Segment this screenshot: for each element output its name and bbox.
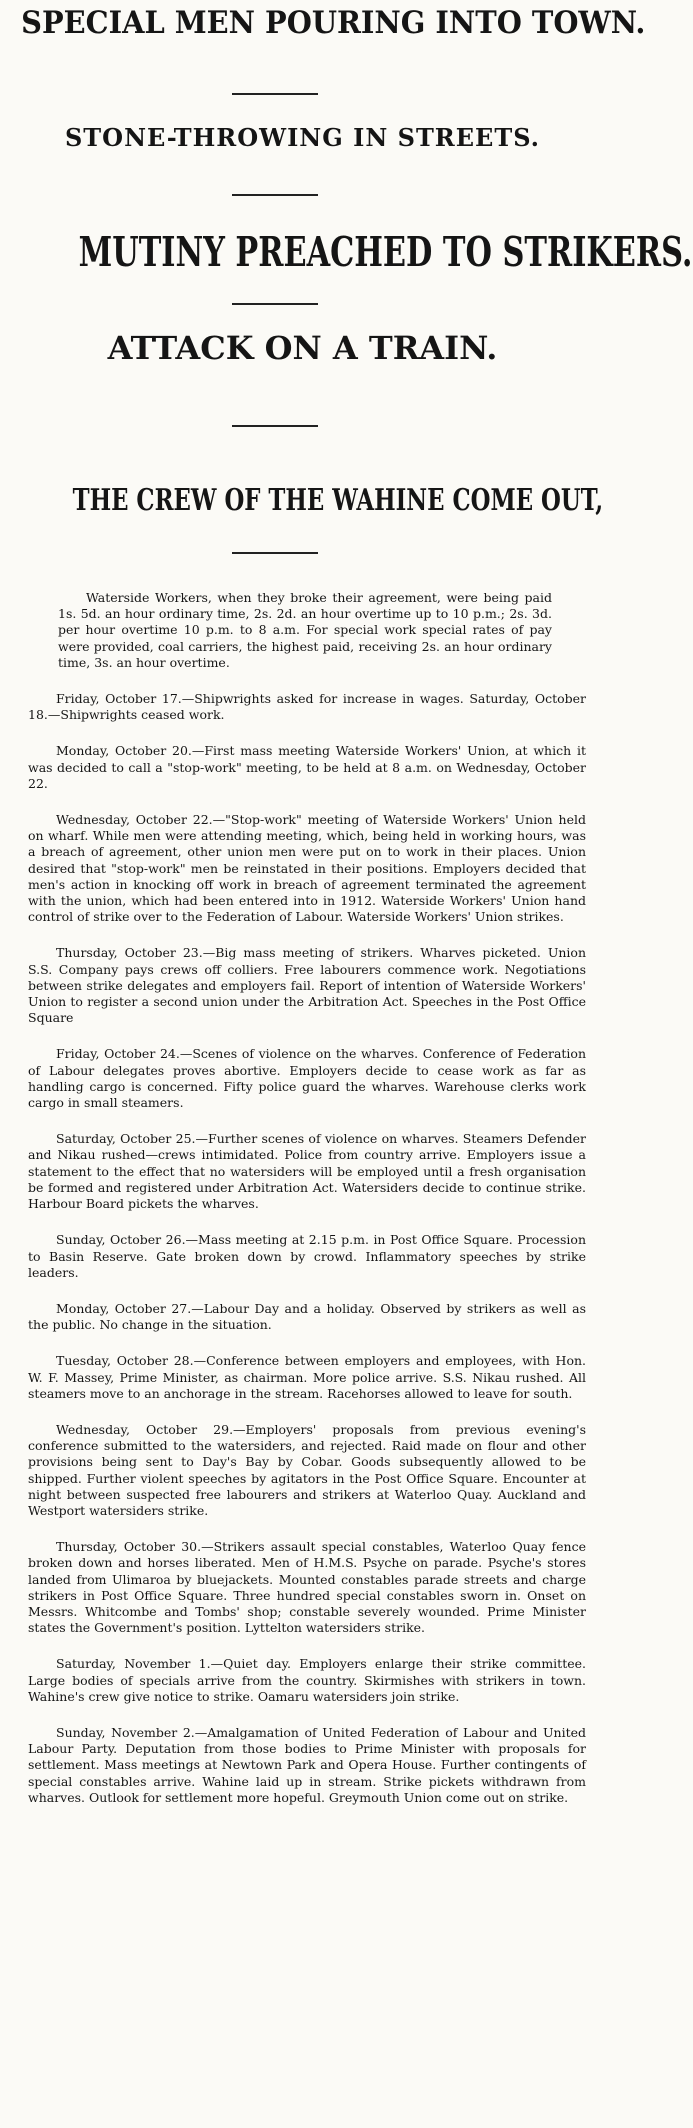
chronology-entry: Friday, October 17.—Shipwrights asked for increase in wages. Saturday, October 18.—Shipwrights ceased work.	[28, 691, 586, 723]
chronology-entry: Thursday, October 23.—Big mass meeting of strikers. Wharves picketed. Union S.S. Company pays crews off colliers. Free labourers commence work. Negotiations between strike delegates and employers fail. Report of intention of Waterside Workers' Union to register a second union under the Arbitration Act. Speeches in the Post Office Square	[28, 945, 586, 1026]
headline-attack-train	[0, 329, 605, 367]
headline-mutiny	[0, 228, 693, 276]
divider-rule	[232, 303, 318, 305]
strike-chronology	[28, 590, 586, 1826]
chronology-entry: Sunday, October 26.—Mass meeting at 2.15 p.m. in Post Office Square. Procession to Basin Reserve. Gate broken down by crowd. Inflammatory speeches by strike leaders.	[28, 1232, 586, 1280]
divider-rule	[232, 425, 318, 427]
chronology-entry: Saturday, October 25.—Further scenes of violence on wharves. Steamers Defender and Nikau rushed—crews intimidated. Police from country arrive. Employers issue a statement to the effect that no watersiders will be employed until a fresh organisation be formed and registered under Arbitration Act. Watersiders decide to continue strike. Harbour Board pickets the wharves.	[28, 1131, 586, 1212]
chronology-entry: Sunday, November 2.—Amalgamation of United Federation of Labour and United Labour Party. Deputation from those bodies to Prime Minister with proposals for settlement. Mass meetings at Newtown Park and Opera House. Further contingents of special constables arrive. Wahine laid up in stream. Strike pickets withdrawn from wharves. Outlook for settlement more hopeful. Greymouth Union come out on strike.	[28, 1724, 586, 1805]
chronology-entry: Monday, October 20.—First mass meeting Waterside Workers' Union, at which it was decided to call a "stop-work" meeting, to be held at 8 a.m. on Wednesday, October 22.	[28, 743, 586, 791]
headline-3: MUTINY PREACHED TO STRIKERS.	[78, 228, 693, 276]
headline-1: SPECIAL MEN POURING INTO TOWN.	[21, 5, 646, 41]
chronology-entry: Thursday, October 30.—Strikers assault special constables, Waterloo Quay fence broken down and horses liberated. Men of H.M.S. Psyche on parade. Psyche's stores landed from Ulimaroa by bluejackets. Mounted constables parade streets and charge strikers in Post Office Square. Three hundred special constables sworn in. Onset on Messrs. Whitcombe and Tombs' shop; constable severely wounded. Prime Minister states the Government's position. Lyttelton watersiders strike.	[28, 1539, 586, 1636]
chronology-entry: Wednesday, October 29.—Employers' proposals from previous evening's conference submitted to the watersiders, and rejected. Raid made on flour and other provisions being sent to Day's Bay by Cobar. Goods subsequently allowed to be shipped. Further violent speeches by agitators in the Post Office Square. Encounter at night between suspected free labourers and strikers at Waterloo Quay. Auckland and Westport watersiders strike.	[28, 1421, 586, 1518]
headline-4: ATTACK ON A TRAIN.	[107, 329, 498, 367]
chronology-entry: Tuesday, October 28.—Conference between employers and employees, with Hon. W. F. Massey, Prime Minister, as chairman. More police arrive. S.S. Nikau rushed. All steamers move to an anchorage in the stream. Racehorses allowed to leave for south.	[28, 1353, 586, 1401]
headline-wahine-crew	[0, 483, 605, 518]
chronology-entry: Saturday, November 1.—Quiet day. Employers enlarge their strike committee. Large bodies of specials arrive from the country. Skirmishes with strikers in town. Wahine's crew give notice to strike. Oamaru watersiders join strike.	[28, 1656, 586, 1704]
intro-paragraph: Waterside Workers, when they broke their agreement, were being paid 1s. 5d. an hour ordinary time, 2s. 2d. an hour overtime up to 10 p.m.; 2s. 3d. per hour overtime 10 p.m. to 8 a.m. For special work special rates of pay were provided, coal carriers, the highest paid, receiving 2s. an hour ordinary time, 3s. an hour overtime.	[58, 590, 552, 670]
divider-rule	[232, 552, 318, 554]
divider-rule	[232, 194, 318, 196]
divider-rule	[232, 93, 318, 95]
chronology-entry: Friday, October 24.—Scenes of violence on the wharves. Conference of Federation of Labour delegates proves abortive. Employers decide to cease work as far as handling cargo is concerned. Fifty police guard the wharves. Warehouse clerks work cargo in small steamers.	[28, 1046, 586, 1111]
chronology-entry: Wednesday, October 22.—"Stop-work" meeting of Waterside Workers' Union held on wharf. While men were attending meeting, which, being held in working hours, was a breach of agreement, other union men were put on to work in their places. Union desired that "stop-work" men be reinstated in their positions. Employers decided that men's action in knocking off work in breach of agreement terminated the agreement with the union, which had been entered into in 1912. Waterside Workers' Union hand control of strike over to the Federation of Labour. Waterside Workers' Union strikes.	[28, 812, 586, 925]
headline-special-men	[0, 5, 646, 41]
headline-stone-throwing	[0, 123, 605, 152]
headline-5: THE CREW OF THE WAHINE COME OUT,	[72, 483, 604, 518]
chronology-entry: Monday, October 27.—Labour Day and a holiday. Observed by strikers as well as the public. No change in the situation.	[28, 1300, 586, 1333]
headline-2: STONE-THROWING IN STREETS.	[64, 123, 541, 152]
